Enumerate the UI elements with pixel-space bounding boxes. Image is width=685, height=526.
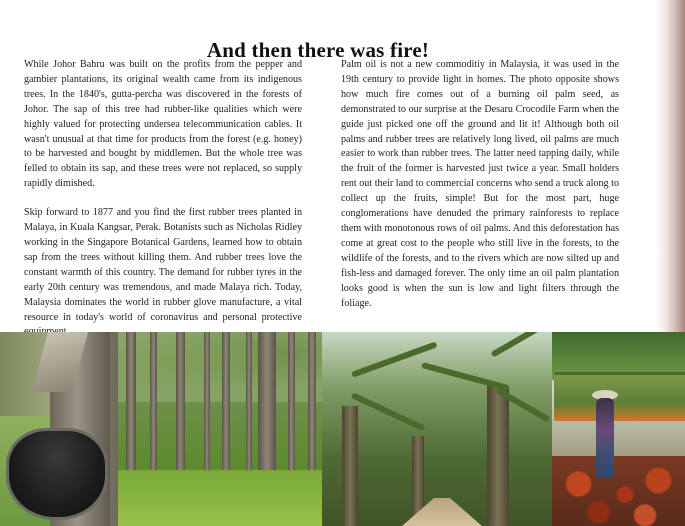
paragraph-rubber-trees: Skip forward to 1877 and you find the first rubber trees planted in Malaya, in Kuala Kangsar, Perak. Botanists such as Nicholas Ridley working in the Singapore Botanical Gardens, learned how to obtain sap from the trees without killing them. And rubber trees love the constant warmth of this country. The demand for rubber tyres in the early 20th century was tremendous, and made Malaya rich. Today, Malaysia dominates the world in rubber glove manufacture, a vital resource in today's world of coronavirus and personal protective xyxy=(24,207,302,323)
page-title: And then there was fire! xyxy=(206,38,430,63)
photo-rubber-plantation xyxy=(118,332,322,526)
left-text-column xyxy=(24,58,302,354)
photo-palm-fruit-harvest xyxy=(552,332,685,526)
harvest-truck xyxy=(554,372,685,421)
latex-cup xyxy=(6,428,108,520)
paragraph-gutta-percha: While Johor Bahru was built on the profits from the pepper and gambier plantations, its original wealth came from its indigenous trees. In the 1840's, gutta-percha was discovered in the forests of Johor. The sap of this tree had rubber-like qualities which were highly valued for protecting undersea telecommunication cables. It wasn't unusual at that time for products from the forest (e.g. honey) to be harvested and bought by middlemen. But the whole tree was felled to obtain its sap, and these trees were not replaced, so supply rapidly dimished. xyxy=(24,59,302,190)
paragraph-palm-oil: Palm oil is not a new commoditiy in Malaysia, it was used in the 19th century to provide light in homes. The photo opposite shows how much fire comes out of a burning oil palm seed, as demonstrated to our surprise at the Desaru Crocodile Farm when the guide just picked one off the ground and lit it! Although both oil palms and rubber trees are relatively long lived, oil palms are much easier to work than rubber trees. The latter need tapping daily, while the fruit of the former is harvested just twice a year. Small holders rent out their land to commercial concerns who send a truck along to collect up the fruits, simple! But for the most part, huge conglomerations have denuded the primary rainforests to replace them with monotonous rows of oil palms. And this deforestation has come at great cost to the people who still live in the forests, to the wildlife of the forests, and to the rivers which are now silted up and fish-less and damaged forever. The only time an oil palm plantation looks good is when the sun is low and light filters through the foliage. xyxy=(341,59,619,309)
harvest-worker xyxy=(596,398,614,478)
photo-strip xyxy=(0,332,685,526)
right-text-column xyxy=(341,58,619,325)
photo-oil-palms xyxy=(322,332,552,526)
photo-rubber-tapping xyxy=(0,332,118,526)
